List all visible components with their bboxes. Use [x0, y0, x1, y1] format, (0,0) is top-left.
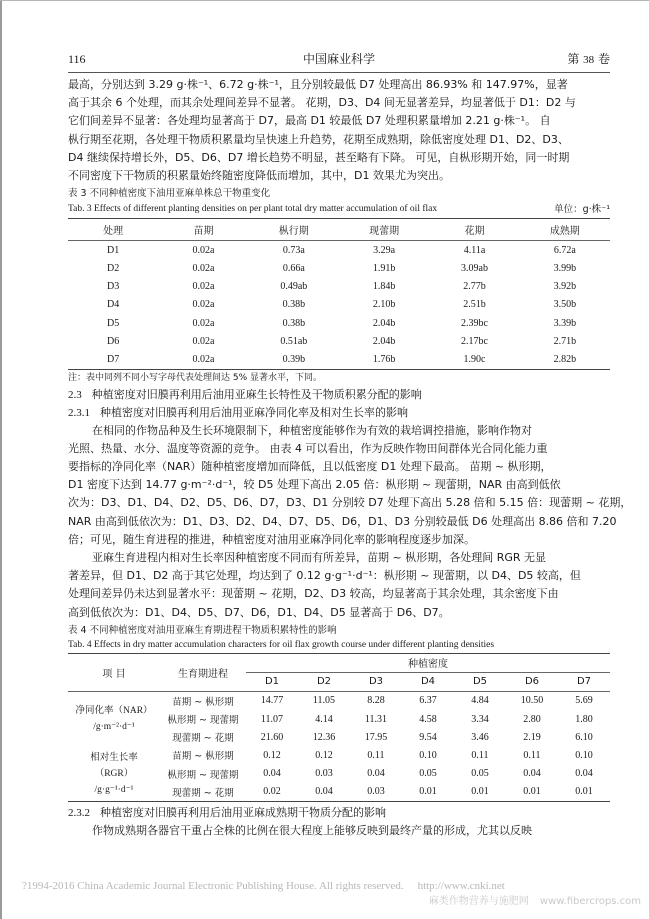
table3-row — [68, 314, 610, 332]
text-line: 著差异，但 D1、D2 高于其它处理，均达到了 0.12 g·g⁻¹·d⁻¹：枞形期 ~ 现蕾期，以 D4、D5 较高，但 — [68, 569, 581, 583]
table3-col-header: 枞行期 — [249, 219, 339, 241]
table4-value-cell: 0.12 — [263, 749, 281, 761]
table4-col-item: 项 目 — [68, 653, 160, 691]
text-line: 要指标的净同化率（NAR）随种植密度增加而降低，且以低密度 D1 处理下最高。 苗期 ~ 枞形期， — [68, 459, 552, 473]
table4-stage-cell: 现蕾期 ~ 花期 — [172, 733, 234, 745]
table3-value-cell: 1.90c — [429, 350, 519, 369]
page-content — [68, 48, 632, 840]
table3-value-cell: 4.11a — [463, 244, 486, 256]
table4-row — [68, 746, 610, 764]
table4-value-cell: 0.04 — [575, 768, 593, 780]
table4-value-cell: 4.84 — [471, 695, 489, 707]
table4-density-header: D7 — [558, 672, 610, 691]
table4-value-cell: 1.80 — [575, 713, 593, 725]
watermark-title: 麻类作物营养与施肥网 — [428, 896, 529, 907]
table4-value-cell: 0.01 — [454, 783, 506, 802]
volume-suffix: 卷 — [597, 52, 610, 66]
table4-col-stage: 生育期进程 — [160, 653, 246, 691]
table3-row — [68, 241, 610, 260]
table4-caption-en: Tab. 4 Effects in dry matter accumulation characters for oil flax growth course under different planting densities — [68, 639, 495, 650]
table3-col-header: 处理 — [68, 219, 158, 241]
text-line: 亚麻生育进程内相对生长率因种植密度不同而有所差异，苗期 ~ 枞形期，各处理间 RGR 无显 — [92, 550, 547, 564]
table4-value-cell: 0.03 — [315, 768, 333, 780]
table4-value-cell: 6.37 — [419, 695, 437, 707]
table4-caption-cn: 表 4 不同种植密度对油用亚麻生育期进程干物质积累特性的影响 — [68, 624, 337, 636]
watermark-url: www.fibercrops.com — [539, 896, 641, 907]
table3-treatment-cell: D4 — [107, 299, 120, 311]
table4-value-cell: 0.01 — [402, 783, 454, 802]
table4-value-cell: 4.58 — [419, 713, 437, 725]
table4-value-cell: 11.31 — [364, 713, 388, 725]
table3-header-row — [68, 219, 610, 241]
table3-value-cell: 0.02a — [192, 281, 215, 293]
table4-density-header: D4 — [402, 672, 454, 691]
section-title: 种植密度对旧膜再利用后油用亚麻成熟期干物质分配的影响 — [100, 805, 386, 819]
table3-value-cell: 2.51b — [463, 299, 486, 311]
table3-value-cell: 0.39b — [249, 350, 339, 369]
table4-row — [68, 691, 610, 710]
table4-density-header: D5 — [454, 672, 506, 691]
table3-value-cell: 1.91b — [372, 263, 396, 274]
table3-value-cell: 3.29a — [373, 244, 396, 256]
table3-col-header: 花期 — [429, 219, 519, 241]
table4 — [68, 653, 610, 802]
table3-row — [68, 350, 610, 369]
table3-value-cell: 0.02a — [192, 317, 215, 329]
table4-value-cell: 0.04 — [298, 783, 350, 802]
table3-treatment-cell: D3 — [107, 281, 120, 293]
table4-stage-cell: 枞形期 ~ 现蕾期 — [167, 769, 239, 781]
text-line: D4 继续保持增长外，D5、D6、D7 增长趋势不明显，甚至略有下降。 可见，自枞形期开始，同一时期 — [68, 150, 570, 164]
table4-value-cell: 2.19 — [523, 731, 541, 743]
table4-value-cell: 8.28 — [367, 695, 385, 707]
table3-value-cell: 2.04b — [372, 335, 396, 347]
volume-prefix: 第 — [567, 52, 580, 66]
table3-value-cell: 2.77b — [463, 281, 486, 293]
section-heading-2-3 — [68, 386, 610, 404]
table3-col-header: 现蕾期 — [339, 219, 429, 241]
copyright-text: ?1994-2016 China Academic Journal Electronic Publishing House. All rights reserved. — [22, 880, 404, 892]
volume-number: 38 — [583, 54, 595, 66]
table3-row — [68, 332, 610, 350]
table4-value-cell: 5.69 — [575, 695, 593, 707]
text-line: 作物成熟期各器官干重占全株的比例在很大程度上能够反映到最终产量的形成，尤其以反映 — [92, 823, 532, 837]
table3-value-cell: 0.51ab — [280, 335, 308, 347]
table3-value-cell: 0.49ab — [280, 281, 308, 293]
table3-caption-en: Tab. 3 Effects of different planting densities on per plant total dry matter accumulation of oil flax — [68, 204, 438, 215]
table3-treatment-cell: D2 — [107, 263, 120, 274]
paragraph-partition — [68, 822, 610, 840]
paragraph-nar — [68, 422, 632, 549]
table3-col-header: 苗期 — [158, 219, 248, 241]
text-line: 处理间差异仍未达到显著水平：现蕾期 ~ 花期，D2、D3 较高，均显著高于其余处理，其余密度下由 — [68, 587, 559, 601]
table4-stage-cell: 枞形期 ~ 现蕾期 — [167, 715, 239, 727]
copyright-footer — [22, 880, 505, 892]
table3-value-cell: 1.76b — [339, 350, 429, 369]
table4-value-cell: 0.04 — [367, 768, 385, 780]
table4-item-line: /g·g⁻¹·d⁻¹ — [94, 784, 134, 795]
table3 — [68, 218, 610, 369]
table3-treatment-cell: D1 — [107, 244, 120, 256]
table3-value-cell: 0.66a — [282, 263, 305, 274]
text-line: 枞行期至花期，各处理干物质积累量均呈快速上升趋势，花期至成熟期，除低密度处理 D1、D2、D3、 — [68, 132, 569, 146]
section-heading-2-3-2 — [68, 804, 610, 822]
volume-label — [567, 48, 610, 71]
table4-item-cell — [68, 746, 160, 801]
paragraph-rgr — [68, 549, 610, 622]
table4-value-cell: 0.02 — [246, 783, 298, 802]
table4-value-cell: 0.05 — [471, 768, 489, 780]
table4-value-cell: 3.34 — [471, 713, 489, 725]
text-line: 高到低依次为：D1、D4、D5、D7、D6，D1、D4、D5 显著高于 D6、D7。 — [68, 605, 450, 619]
text-line: 光照、热量、水分、温度等资源的竞争。 由表 4 可以看出，作为反映作物田间群体光合同化能力重 — [68, 441, 548, 455]
text-line: 倍；可见，随生育进程的推进，种植密度对油用亚麻净同化率的影响程度逐步加深。 — [68, 532, 475, 546]
table4-value-cell: 0.10 — [419, 749, 437, 761]
table3-treatment-cell: D5 — [107, 317, 120, 329]
table4-item-line: 净同化率（NAR） — [75, 706, 153, 717]
table3-value-cell: 2.10b — [372, 299, 396, 311]
table4-value-cell: 0.01 — [558, 783, 610, 802]
table4-header-row — [68, 653, 610, 672]
text-line: 高于其余 6 个处理，而其余处理间差异不显著。 花期，D3、D4 间无显著差异，均显著低于 D1：D2 与 — [68, 96, 576, 110]
table3-value-cell: 0.73a — [282, 244, 305, 256]
table3-value-cell: 2.39bc — [461, 317, 488, 329]
table3-col-header: 成熟期 — [520, 219, 610, 241]
table4-item-line: /g·m⁻²·d⁻¹ — [93, 722, 135, 733]
text-line: 不同密度下干物质的积累量始终随密度降低而增加，其中，D1 效果尤为突出。 — [68, 169, 450, 183]
table3-note: 注：表中同列不同小写字母代表处理间达 5% 显著水平，下同。 — [68, 372, 323, 383]
table4-value-cell: 0.04 — [523, 768, 541, 780]
header-rule — [68, 72, 610, 73]
table4-value-cell: 0.04 — [263, 768, 281, 780]
table3-value-cell: 3.39b — [553, 317, 577, 329]
text-line: 次为：D3、D1、D4、D2、D5、D6、D7，D3、D1 分别较 D7 处理下高出 5.28 倍和 5.15 倍：现蕾期 ~ 花期， — [68, 496, 632, 510]
table3-treatment-cell: D7 — [68, 350, 158, 369]
table3-value-cell: 2.82b — [520, 350, 610, 369]
table4-value-cell: 6.10 — [575, 731, 593, 743]
table4-value-cell: 11.07 — [260, 713, 284, 725]
footer-url[interactable]: http://www.cnki.net — [417, 880, 505, 892]
table4-value-cell: 17.95 — [364, 731, 388, 743]
table3-value-cell: 3.50b — [553, 299, 577, 311]
watermark — [421, 896, 641, 907]
section-number: 2.3 — [68, 388, 82, 401]
table3-value-cell: 1.84b — [372, 281, 396, 293]
table3-value-cell: 3.92b — [553, 281, 577, 293]
table4-density-header: D3 — [350, 672, 402, 691]
table3-value-cell: 0.02a — [158, 350, 248, 369]
table3-value-cell: 3.09ab — [461, 263, 488, 274]
table3-value-cell: 2.17bc — [461, 335, 488, 347]
table4-stage-cell: 现蕾期 ~ 花期 — [160, 783, 246, 802]
table4-item-cell — [68, 691, 160, 746]
table4-col-group: 种植密度 — [246, 653, 610, 672]
journal-title: 中国麻业科学 — [302, 52, 375, 66]
text-line: 它们间差异不显著：各处理均显著高于 D7，最高 D1 较最低 D7 处理积累量增加 2.21 g·株⁻¹。 自 — [68, 114, 551, 128]
table4-value-cell: 0.01 — [506, 783, 558, 802]
table4-density-header: D6 — [506, 672, 558, 691]
table4-value-cell: 0.11 — [471, 749, 489, 761]
table3-value-cell: 3.99b — [553, 263, 577, 274]
table4-value-cell: 0.03 — [350, 783, 402, 802]
table3-row — [68, 296, 610, 314]
table3-value-cell: 0.02a — [192, 299, 215, 311]
table3-caption-row — [68, 201, 610, 218]
table4-value-cell: 3.46 — [471, 731, 489, 743]
table4-value-cell: 0.11 — [367, 749, 385, 761]
table4-density-header: D1 — [246, 672, 298, 691]
table3-value-cell: 0.38b — [282, 317, 306, 329]
section-number: 2.3.1 — [68, 406, 90, 419]
table3-value-cell: 2.71b — [553, 335, 577, 347]
table4-value-cell: 12.36 — [312, 731, 336, 743]
table4-value-cell: 9.54 — [419, 731, 437, 743]
table4-item-line: （RGR） — [94, 768, 134, 779]
text-line: NAR 由高到低依次为：D1、D3、D2、D4、D7、D5、D6，D1、D3 分别较最低 D6 处理高出 8.86 倍和 7.20 — [68, 514, 617, 528]
section-title: 种植密度对旧膜再利用后油用亚麻净同化率及相对生长率的影响 — [100, 405, 408, 419]
table4-stage-cell: 苗期 ~ 枞形期 — [172, 751, 234, 763]
table3-unit: 单位：g·株⁻¹ — [554, 204, 610, 216]
table4-value-cell: 2.80 — [523, 713, 541, 725]
table4-stage-cell: 苗期 ~ 枞形期 — [172, 696, 234, 708]
table3-value-cell: 0.02a — [192, 335, 215, 347]
table3-value-cell: 2.04b — [372, 317, 396, 329]
table3-caption-cn: 表 3 不同种植密度下油用亚麻单株总干物重变化 — [68, 188, 271, 200]
paragraph-dry-matter — [68, 76, 610, 185]
text-line: D1 密度下达到 14.77 g·m⁻²·d⁻¹，较 D5 处理下高出 2.05 倍：枞形期 ~ 现蕾期，NAR 由高到低依 — [68, 478, 561, 492]
section-number: 2.3.2 — [68, 806, 90, 819]
page-number: 116 — [68, 52, 86, 66]
text-line: 最高，分别达到 3.29 g·株⁻¹、6.72 g·株⁻¹，且分别较最低 D7 处理高出 86.93% 和 147.97%，显著 — [68, 78, 568, 91]
table3-value-cell: 0.38b — [282, 299, 306, 311]
table4-value-cell: 0.11 — [523, 749, 541, 761]
table4-value-cell: 0.10 — [575, 749, 593, 761]
table4-value-cell: 4.14 — [315, 713, 333, 725]
table4-value-cell: 21.60 — [260, 731, 284, 743]
section-heading-2-3-1 — [68, 404, 610, 422]
table3-value-cell: 0.02a — [192, 263, 215, 274]
table4-density-header: D2 — [298, 672, 350, 691]
table3-row — [68, 278, 610, 296]
running-header — [68, 48, 610, 70]
text-line: 在相同的作物品种及生长环境限制下，种植密度能够作为有效的栽培调控措施，影响作物对 — [92, 423, 532, 437]
table3-value-cell: 0.02a — [192, 244, 215, 256]
table4-value-cell: 10.50 — [520, 695, 544, 707]
table3-treatment-cell: D6 — [107, 335, 120, 347]
table4-value-cell: 0.05 — [419, 768, 437, 780]
table3-row — [68, 259, 610, 277]
page-frame-top — [0, 0, 649, 1]
page-frame-left — [0, 0, 2, 919]
table4-value-cell: 14.77 — [260, 695, 284, 707]
table3-value-cell: 6.72a — [553, 244, 576, 256]
table4-value-cell: 11.05 — [312, 695, 336, 707]
table4-value-cell: 0.12 — [315, 749, 333, 761]
table4-item-line: 相对生长率 — [90, 752, 138, 763]
section-title: 种植密度对旧膜再利用后油用亚麻生长特性及干物质积累分配的影响 — [91, 387, 422, 401]
